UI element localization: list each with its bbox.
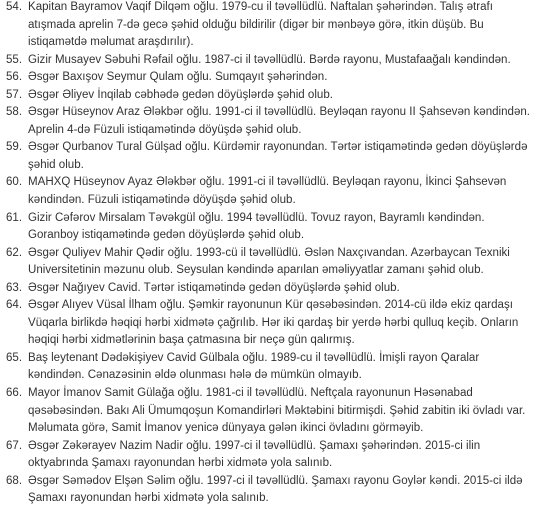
list-item <box>0 210 549 245</box>
list-item <box>0 87 549 105</box>
list-item-text: Əsgər Əliyev İnqilab cəbhədə gedən döyüşlərdə şəhid olub. <box>28 88 333 101</box>
list-item-text: Əsgər Baxışov Seymur Qulam oğlu. Sumqayıt şəhərindən. <box>28 71 328 84</box>
list-item <box>0 350 549 385</box>
list-item-text: Əsgər Nağıyev Cavid. Tərtər istiqamətində gedən döyüşlərdə şəhid olub. <box>28 281 400 294</box>
list-item-number: 56. <box>6 71 23 84</box>
list-item-text: Kapitan Bayramov Vaqif Dilqəm oğlu. 1979-cu il təvəllüdlü. Naftalan şəhərindən. Talış ətrafı atışmada aprelin 7-də gecə şəhid olduğu bildirilir (digər bir mənbəyə görə, itkin düşüb. Bu istiqamətdə məlumat araşdırılır). <box>28 1 493 49</box>
list-item-number: 62. <box>6 246 23 259</box>
list-item-text: Əsgər Hüseynov Araz Ələkbər oğlu. 1991-ci il təvəllüdlü. Beyləqan rayonu II Şahsevən kəndindən. Aprelin 4-də Füzuli istiqamətində döyüşdə şəhid olub. <box>28 106 531 136</box>
list-item-text: Əsgər Səmədov Elşən Səlim oğlu. 1997-ci il təvəllüdlü. Şamaxı rayonu Goylər kəndi. 2015-ci ildə Şamaxı rayonundan hərbi xidmətə yola salınıb. <box>28 474 523 505</box>
list-item-number: 58. <box>6 106 23 119</box>
list-item-text: Əsgər Alıyev Vüsal İlham oğlu. Şəmkir rayonunun Kür qəsəbəsindən. 2014-cü ildə ekiz qardaşı Vüqarla birlikdə həqiqi hərbi xidmətə çağrılıb. Hər iki qardaş bir yerdə hərbi qulluq keçib. Onların həqiqi hərbi xidmətlərinin başa çatmasına bir neçə gün qalırmış. <box>28 299 519 347</box>
list-item-text: Əsgər Qurbanov Tural Gülşad oğlu. Kürdəmir rayonundan. Tərtər istiqamətində gedən döyüşlərdə şəhid olub. <box>28 141 528 171</box>
list-item-number: 54. <box>6 1 23 13</box>
list-item <box>0 438 549 473</box>
list-item-number: 55. <box>6 53 23 66</box>
list-item-number: 68. <box>6 474 23 487</box>
list-item-number: 67. <box>6 439 23 452</box>
list-item-text: Mayor İmanov Samit Gülağa oğlu. 1981-ci il təvəllüdlü. Neftçala rayonunun Həsənabad qəsəbəsindən. Bakı Ali Ümumqoşun Komandirləri Məktəbini bitirmişdi. Şəhid zabitin iki övladı var. Məlumata görə, Samit İmanov yenicə dünyaya gələn ikinci övladını görməyib. <box>28 387 526 435</box>
list-item <box>0 245 549 280</box>
list-item-number: 60. <box>6 176 23 189</box>
list-item-text: Əsgər Zəkərayev Nazim Nadir oğlu. 1997-ci il təvəllüdlü. Şamaxı şəhərindən. 2015-ci ilin oktyabrında Şamaxı rayonundan hərbi xidmətə yola salınıb. <box>28 439 481 470</box>
list-item-number: 66. <box>6 387 23 400</box>
list-item-text: Əsgər Quliyev Mahir Qədir oğlu. 1993-cü il təvəllüdlü. Əslən Naxçıvandan. Azərbaycan Texniki Universitetinin məzunu olub. Seysulan kəndində aparılan əməliyyatlar zamanı şəhid olub. <box>28 246 510 277</box>
list-item <box>0 297 549 350</box>
list-item-number: 61. <box>6 211 23 224</box>
list-item <box>0 385 549 438</box>
list-item <box>0 0 549 52</box>
list-item <box>0 52 549 70</box>
list-item-text: Baş leytenant Dədəkişiyev Cavid Gülbala oğlu. 1989-cu il təvəllüdlü. İmişli rayon Qaralar kəndindən. Cənazəsinin əldə olunması hələ də mümkün olmayıb. <box>28 351 480 382</box>
list-item-text: Gizir Musayev Səbuhi Rəfail oğlu. 1987-ci il təvəllüdlü. Bərdə rayonu, Mustafaağalı kəndindən. <box>28 53 511 66</box>
list-item <box>0 174 549 209</box>
list-item-text: Gizir Cəfərov Mirsalam Təvəkgül oğlu. 1994 təvəllüdlü. Tovuz rayon, Bayramlı kəndindən. Goranboy istiqamətində gedən döyüşlərdə şəhid olub. <box>28 211 485 242</box>
list-item-number: 57. <box>6 88 23 101</box>
list-item-text: MAHXQ Hüseynov Ayaz Ələkbər oğlu. 1991-ci il təvəllüdlü. Beyləqan rayonu, İkinci Şahsevən kəndindən. Füzuli istiqamətində döyüşdə şəhid olub. <box>28 176 507 207</box>
list-item <box>0 139 549 174</box>
list-item-number: 59. <box>6 141 23 154</box>
list-item-number: 64. <box>6 299 23 312</box>
list-item-number: 63. <box>6 281 23 294</box>
list-item <box>0 280 549 298</box>
list-item <box>0 104 549 139</box>
list-item <box>0 69 549 87</box>
list-item <box>0 473 549 508</box>
list-item-number: 65. <box>6 351 23 364</box>
